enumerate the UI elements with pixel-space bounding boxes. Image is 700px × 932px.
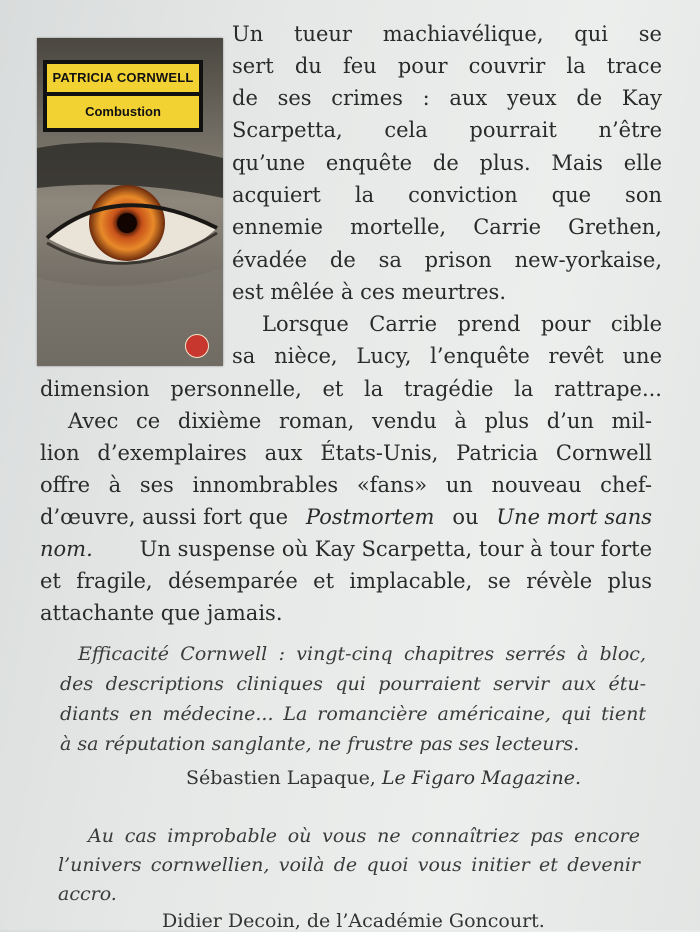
book-cover-thumbnail: [37, 38, 223, 366]
cover-author: PATRICIA CORNWELL: [47, 64, 199, 92]
q2-line-2: l’univers cornwellien, voilà de quoi vous initier et devenir: [58, 854, 640, 876]
attrib1-source: Le Figaro Magazine.: [381, 767, 581, 789]
press-attribution-2: Didier Decoin, de l’Académie Goncourt.: [162, 910, 545, 932]
q1-line-1: Efficacité Cornwell : vingt-cinq chapitres serrés à bloc,: [78, 643, 646, 665]
p3-line-1: Avec ce dixième roman, vendu à plus d’un mil-: [68, 409, 652, 433]
p1-line-2: sert du feu pour couvrir la trace: [232, 54, 662, 78]
p2-line-3: dimension personnelle, et la tragédie la rattrape...: [40, 377, 662, 401]
p2-line-2: sa nièce, Lucy, l’enquête revêt une: [232, 344, 662, 368]
q2-line-3: accro.: [58, 883, 117, 905]
cover-title: Combustion: [47, 96, 199, 128]
p1-line-4: Scarpetta, cela pourrait n’être: [232, 118, 662, 142]
press-attribution-1: [186, 767, 581, 789]
p1-line-9: est mêlée à ces meurtres.: [232, 280, 507, 304]
p3-line-4-c: ou: [452, 505, 479, 529]
q1-line-4: à sa réputation sanglante, ne frustre pas ses lecteurs.: [60, 733, 580, 755]
p3-line-3: offre à ses innombrables «fans» un nouveau chef-: [40, 473, 652, 497]
p3-line-4-title-postmortem: Postmortem: [305, 505, 435, 529]
p1-line-6: acquiert la conviction que son: [232, 183, 662, 207]
cover-title-band: [43, 60, 203, 132]
p3-line-5-b: Un suspense où Kay Scarpetta, tour à tour forte: [139, 537, 652, 561]
p3-line-4: [40, 505, 652, 529]
q1-line-2: des descriptions cliniques qui pourraient servir aux étu-: [60, 673, 646, 695]
q2-line-1: Au cas improbable où vous ne connaîtriez pas encore: [88, 825, 640, 847]
p1-line-7: ennemie mortelle, Carrie Grethen,: [232, 215, 662, 239]
p3-line-5-title-end: nom.: [40, 537, 93, 561]
p2-line-1: Lorsque Carrie prend pour cible: [262, 312, 662, 336]
p3-line-4-a: d’œuvre, aussi fort que: [40, 505, 289, 529]
p3-line-7: attachante que jamais.: [40, 601, 283, 625]
p3-line-4-title-mort: Une mort sans: [496, 505, 652, 529]
p3-line-6: et fragile, désemparée et implacable, se révèle plus: [40, 569, 652, 593]
p3-line-2: lion d’exemplaires aux États-Unis, Patricia Cornwell: [40, 441, 652, 465]
p1-line-1: Un tueur machiavélique, qui se: [232, 22, 662, 46]
publisher-logo: [185, 334, 209, 358]
attrib1-name: Sébastien Lapaque,: [186, 767, 376, 789]
p3-line-5: [40, 537, 652, 561]
p1-line-8: évadée de sa prison new-yorkaise,: [232, 248, 662, 272]
p1-line-3: de ses crimes : aux yeux de Kay: [232, 86, 662, 110]
q1-line-3: diants en médecine... La romancière américaine, qui tient: [60, 703, 646, 725]
p1-line-5: qu’une enquête de plus. Mais elle: [232, 151, 662, 175]
